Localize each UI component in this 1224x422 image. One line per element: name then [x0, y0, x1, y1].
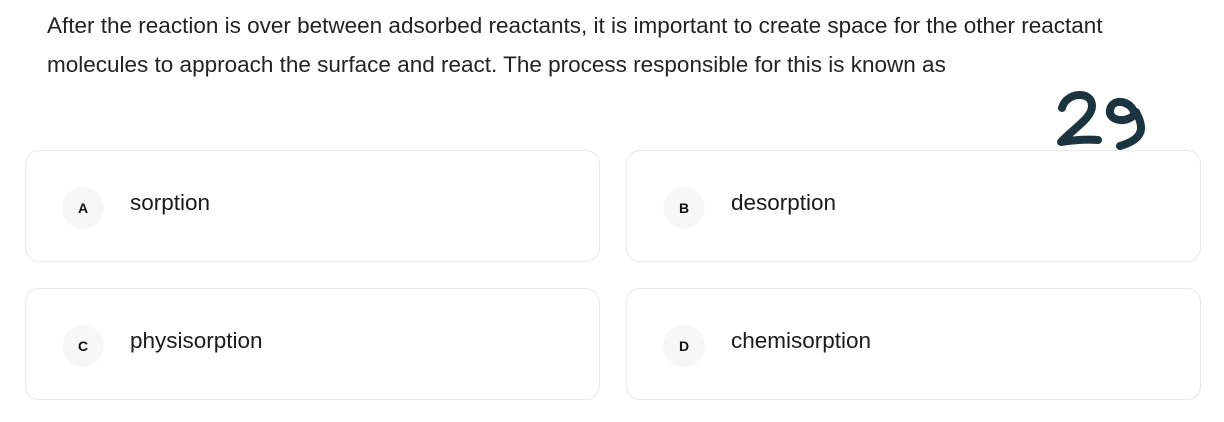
option-b-badge: B	[663, 187, 705, 229]
option-a[interactable]	[25, 150, 600, 262]
option-c-label: physisorption	[130, 328, 263, 353]
option-a-label: sorption	[130, 190, 211, 215]
option-c-badge: C	[62, 325, 104, 367]
option-b-label: desorption	[731, 190, 837, 215]
option-d[interactable]	[626, 288, 1201, 400]
option-b[interactable]	[626, 150, 1201, 262]
option-d-badge: D	[663, 325, 705, 367]
option-a-badge: A	[62, 187, 104, 229]
handwritten-question-number	[1052, 82, 1164, 156]
question-text: After the reaction is over between adsorbed reactants, it is important to create space for the other reactant molecules to approach the surface and react. The process responsible for this is known as	[47, 13, 1103, 77]
option-d-label: chemisorption	[731, 328, 872, 353]
option-c[interactable]	[25, 288, 600, 400]
